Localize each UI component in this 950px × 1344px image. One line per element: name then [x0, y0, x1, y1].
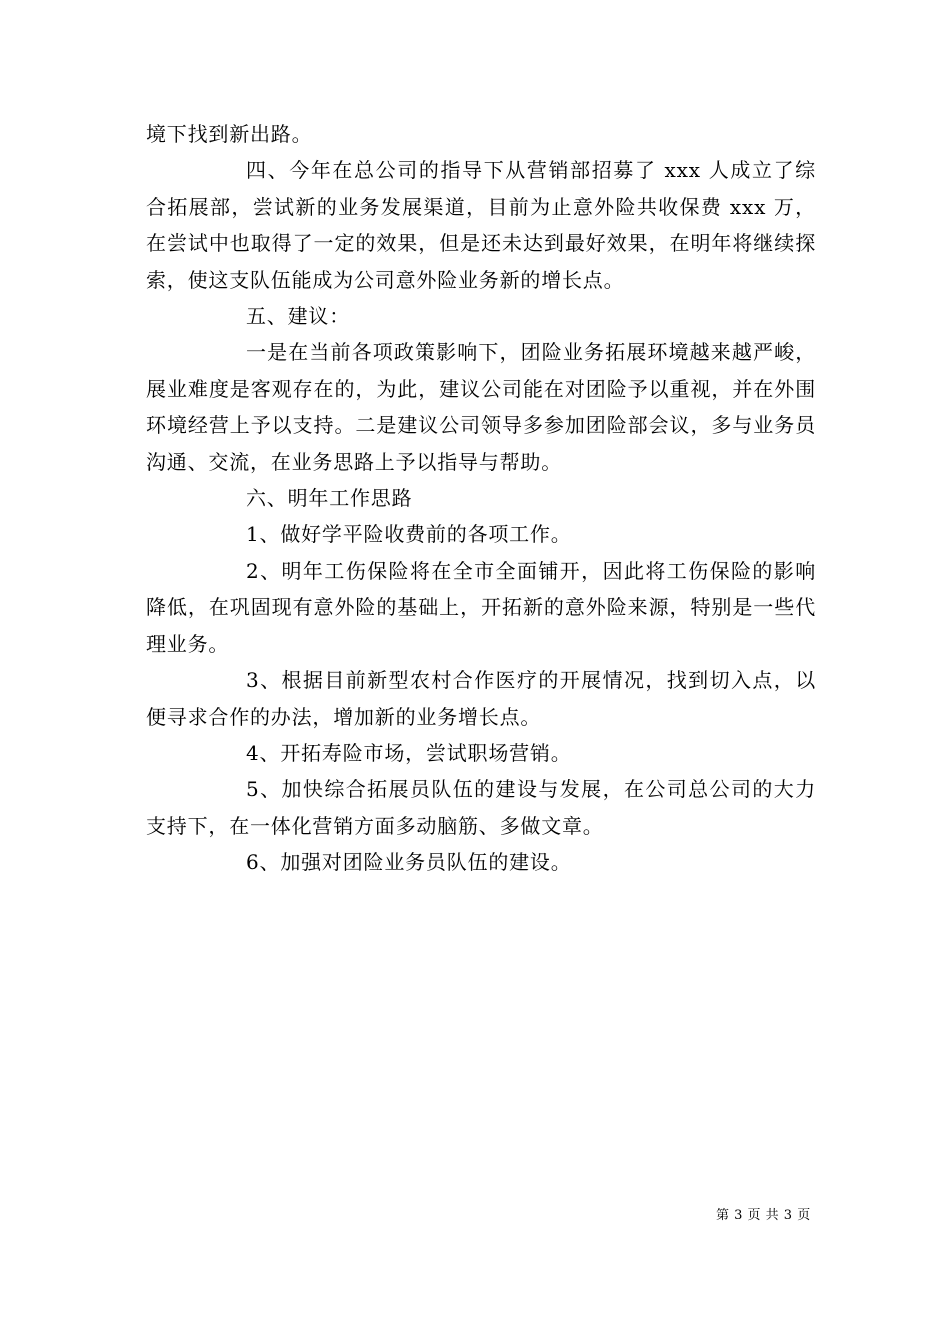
plan-item-6: 6、加强对团险业务员队伍的建设。 [246, 850, 572, 875]
paragraph-continuation: 境下找到新出路。 [146, 122, 313, 146]
plan-item-1: 1、做好学平险收费前的各项工作。 [246, 522, 572, 547]
heading-suggestions: 五、建议： [246, 304, 350, 329]
heading-next-year-plan: 六、明年工作思路 [246, 486, 413, 511]
plan-item-4: 4、开拓寿险市场，尝试职场营销。 [246, 740, 572, 765]
plan-item-2: 2、明年工伤保险将在全市全面铺开，因此将工伤保险的影响降低，在巩固现有意外险的基础上，开拓新的意外险来源，特别是一些代理业务。 [146, 558, 816, 656]
paragraph-section-four: 四、今年在总公司的指导下从营销部招募了 xxx 人成立了综合拓展部，尝试新的业务发展渠道，目前为止意外险共收保费 xxx 万，在尝试中也取得了一定的效果，但是还未达到最好效果，在明年将继续探索，使这支队伍能成为公司意外险业务新的增长点。 [146, 158, 816, 292]
document-body [146, 116, 816, 881]
paragraph-suggestions: 一是在当前各项政策影响下，团险业务拓展环境越来越严峻，展业难度是客观存在的，为此，建议公司能在对团险予以重视，并在外围环境经营上予以支持。二是建议公司领导多参加团险部会议，多与业务员沟通、交流，在业务思路上予以指导与帮助。 [146, 340, 816, 474]
plan-item-3: 3、根据目前新型农村合作医疗的开展情况，找到切入点，以便寻求合作的办法，增加新的业务增长点。 [146, 668, 816, 729]
page-number-footer: 第 3 页 共 3 页 [716, 1208, 811, 1223]
plan-item-5: 5、加快综合拓展员队伍的建设与发展，在公司总公司的大力支持下，在一体化营销方面多动脑筋、多做文章。 [146, 777, 816, 838]
